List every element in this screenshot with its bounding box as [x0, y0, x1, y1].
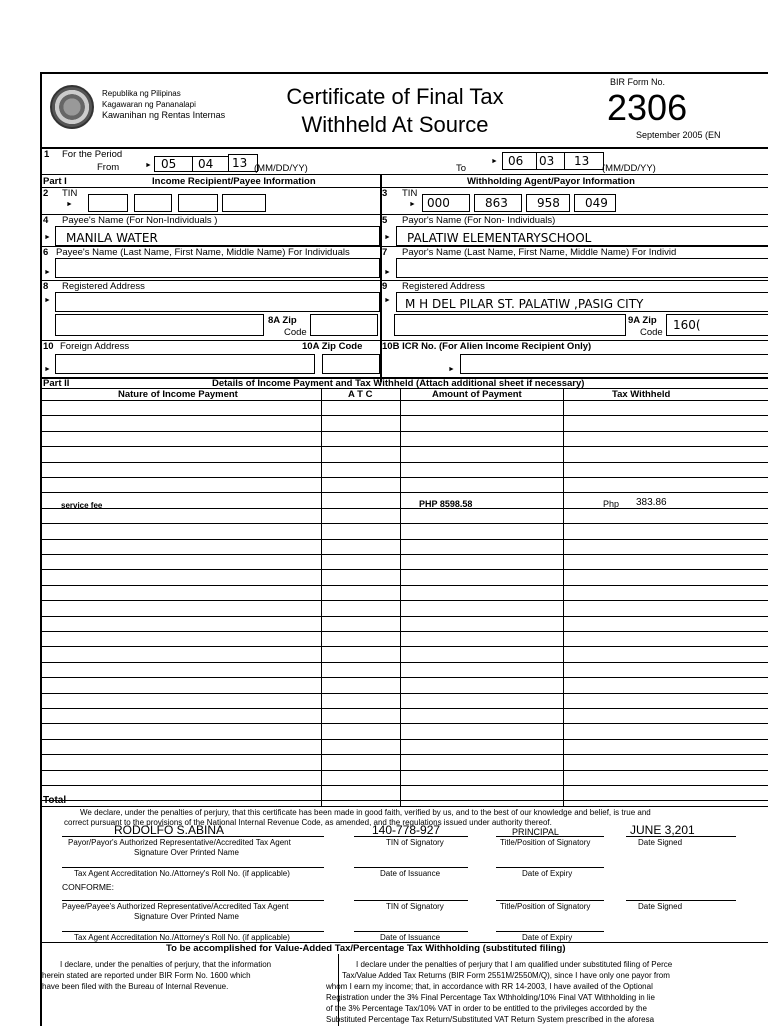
table-row-line	[42, 508, 768, 509]
arrow-icon: ►	[384, 234, 391, 241]
table-row-line	[42, 723, 768, 724]
field-2-label: TIN	[62, 188, 78, 199]
table-row-line	[42, 477, 768, 478]
col-header-nature: Nature of Income Payment	[118, 389, 238, 400]
arrow-icon: ►	[384, 269, 391, 276]
row-tax-currency: Php	[603, 499, 620, 509]
payor-tin-box-1[interactable]	[422, 194, 470, 212]
table-row-line	[42, 662, 768, 663]
table-row-line	[42, 492, 768, 493]
table-row-line	[42, 693, 768, 694]
row-tax-withheld: 383.86	[636, 497, 667, 508]
field-7-label: Payor's Name (Last Name, First Name, Middle Name) For Individ	[402, 247, 677, 258]
arrow-icon: ►	[384, 297, 391, 304]
vat-right-line-2: Tax/Value Added Tax Returns (BIR Form 2551M/2550M/Q), since I have only one payor from	[342, 971, 670, 980]
vat-left-line-1: I declare, under the penalties of perjury, that the information	[60, 960, 272, 969]
bir-form-2306: Republika ng Pilipinas Kagawaran ng Pananalapi Kawanihan ng Rentas Internas Certificate of Final Tax Withheld At Source BIR Form No. 2306 September 2005 (EN 1 For the Period From ► 05 04 13 (MM/DD/YY) To ► 06 03 13 (MM/DD/YY) Part I Income Recipient/Payee Information Withholding Agent/Payor Information 2 TIN ► 3 TIN ► 000 863 958 049 4 Payee's Name (For Non-Individuals ) ► MANILA WATER 5 Payor's Name (For Non- Individuals) ► PALATIW ELEMENTARYSCHOOL 6 Payee's Name (Last Name, First Name, Middle Name) For Individuals ► 7 Payor's Name (Last Name, First Name, Middle Name) For Individ ► 8 Registered Address ► 9 Registered Address ► M H DEL PILAR ST. PALATIW ,PASIG CITY 8A Zip Code 9A Zip Code 160( 10 Foreign Address 10A Zip Code 10B ICR No. (For Alien Income Recipient Only) ► ► Part II Details of Income Payment and Tax Withheld (Attach additional sheet if necessary) Nature of Income Payment A T C Amount of Payment Tax Withheld service fee PHP 8598.58 Php 383.86 Total We declare, under the penalties of perjury, that this certificate has been made in good faith, verified by us, and to the best of our knowledge and belief, is true and correct pursuant to the provisions of the National Internal Revenue Code, as amended, and the regulations issued under authority thereof. RODOLFO S.ABINA 140-778-927 PRINCIPAL JUNE 3,201 Payor/Payor's Authorized Representative/Accredited Tax Agent Signature Over Printed Name TIN of Signatory Title/Position of Signatory Date Signed Tax Agent Accreditation No./Attorney's Roll No. (if applicable) Date of Issuance Date of Expiry CONFORME: Payee/Payee's Authorized Representative/Accredited Tax Agent Signature Over Printed Name TIN of Signatory Title/Position of Signatory Date Signed Tax Agent Accreditation No./Attorney's Roll No. (if applicable) Date of Issuance Date of Expiry To be accomplished for Value-Added Tax/Percentage Tax Withholding (substituted filing) I declare, under the penalties of perjury, that the information herein stated are reported under BIR Form No. 1600 which have been filed with the Bureau of Internal Revenue. I declare under the penalties of perjury that I am qualified under substituted filing of Perce Tax/Value Added Tax Returns (BIR Form 2551M/2550M/Q), since I have only one payor from whom I earn my income; that, in accordance with RR 14-2003, I have availed of the Optional Registration under the 3% Final Percentage Tax Wthholding/10% Final VAT Withholding in lie of the 3% Percentage Tax/10% VAT in order to be entitled to the privileges accorded by the Substituted Percentage Tax Return/Substituted VAT Return System prescribed in the aforesa	[40, 72, 768, 1026]
table-row-line	[42, 708, 768, 709]
table-row-line	[42, 600, 768, 601]
table-row-line	[42, 415, 768, 416]
payor-individual-name-field[interactable]	[396, 258, 768, 278]
form-title-line-1: Certificate of Final Tax	[286, 84, 504, 109]
payor-sig-caption-b: Signature Over Printed Name	[134, 848, 239, 857]
vat-left-line-2: herein stated are reported under BIR Form No. 1600 which	[42, 971, 251, 980]
from-day: 04	[198, 157, 214, 171]
form-title-line-2: Withheld At Source	[301, 112, 489, 137]
gov-line-1: Republika ng Pilipinas	[102, 89, 181, 98]
to-day: 03	[539, 154, 555, 168]
zip-9a-code-label: Code	[640, 327, 663, 338]
field-3-label: TIN	[402, 188, 418, 199]
arrow-icon: ►	[44, 366, 51, 373]
payor-zip-field[interactable]	[666, 314, 768, 336]
table-row-line	[42, 523, 768, 524]
accreditation-caption: Tax Agent Accreditation No./Attorney's Roll No. (if applicable)	[74, 869, 290, 878]
expiry-caption: Date of Expiry	[522, 869, 573, 878]
row-nature-of-income: service fee	[61, 501, 103, 510]
payee-address-field[interactable]	[55, 292, 380, 312]
arrow-icon: ►	[145, 162, 152, 169]
from-month: 05	[161, 157, 177, 171]
table-row-line	[42, 400, 768, 401]
payor-tin-box-2[interactable]	[474, 194, 522, 212]
payee-tin-box-1[interactable]	[88, 194, 128, 212]
field-10a-label: 10A Zip Code	[302, 341, 363, 352]
signatory-name: RODOLFO S.ABINA	[114, 823, 225, 837]
to-year: 13	[574, 154, 590, 168]
col-header-tax-withheld: Tax Withheld	[612, 389, 671, 400]
col-header-amount: Amount of Payment	[432, 389, 522, 400]
part1-left-title: Income Recipient/Payee Information	[152, 176, 316, 187]
title-caption-2: Title/Position of Signatory	[500, 902, 591, 911]
arrow-icon: ►	[409, 201, 416, 208]
date-caption-2: Date Signed	[638, 902, 683, 911]
table-row-line	[42, 431, 768, 432]
arrow-icon: ►	[44, 269, 51, 276]
payor-address: M H DEL PILAR ST. PALATIW ,PASIG CITY	[405, 297, 644, 311]
foreign-zip-field[interactable]	[322, 354, 380, 374]
zip-9a-label: 9A Zip	[628, 315, 657, 326]
bir-seal-logo	[50, 85, 94, 129]
gov-line-3: Kawanihan ng Rentas Internas	[102, 110, 226, 120]
tin-caption: TIN of Signatory	[386, 838, 444, 847]
zip-8a-label: 8A Zip	[268, 315, 297, 326]
field-9-label: Registered Address	[402, 281, 485, 292]
arrow-icon: ►	[66, 201, 73, 208]
payee-sig-caption-a: Payee/Payee's Authorized Representative/Accredited Tax Agent	[62, 902, 289, 911]
from-label: From	[97, 162, 120, 173]
payor-tin-box-4[interactable]	[574, 194, 616, 212]
field-10b-label: 10B ICR No. (For Alien Income Recipient Only)	[382, 341, 592, 352]
table-row-line	[42, 800, 768, 801]
icr-no-field[interactable]	[460, 354, 768, 374]
field-10-label: Foreign Address	[60, 341, 130, 352]
table-row-line	[42, 646, 768, 647]
zip-8a-code-label: Code	[284, 327, 307, 338]
arrow-icon: ►	[448, 366, 455, 373]
field-8-label: Registered Address	[62, 281, 145, 292]
arrow-icon: ►	[491, 158, 498, 165]
to-month: 06	[508, 154, 524, 168]
payor-address-field[interactable]	[396, 292, 768, 312]
table-column-line	[321, 388, 322, 806]
date-signed: JUNE 3,201	[630, 823, 695, 837]
arrow-icon: ►	[44, 297, 51, 304]
table-row-line	[42, 631, 768, 632]
arrow-icon: ►	[44, 234, 51, 241]
declaration-line-2: correct pursuant to the provisions of the National Internal Revenue Code, as amended, and the regulations issued under authority thereof.	[64, 818, 552, 827]
payee-tin-box-4[interactable]	[222, 194, 266, 212]
vat-right-line-4: Registration under the 3% Final Percentage Tax Wthholding/10% Final VAT Withholding in lie	[326, 993, 655, 1002]
part1-label: Part I	[43, 176, 67, 187]
from-format: (MM/DD/YY)	[254, 163, 308, 174]
payee-tin-box-3[interactable]	[178, 194, 218, 212]
payor-sig-caption-a: Payor/Payor's Authorized Representative/Accredited Tax Agent	[68, 838, 291, 847]
issuance-caption: Date of Issuance	[380, 869, 441, 878]
field-4-label: Payee's Name (For Non-Individuals )	[62, 215, 218, 226]
to-year-box[interactable]	[564, 152, 604, 170]
gov-line-2: Kagawaran ng Pananalapi	[102, 100, 196, 109]
vat-right-line-5: of the 3% Percentage Tax/10% VAT in order to be entitled to the privileges accorded by the	[326, 1004, 647, 1013]
table-row-line	[42, 554, 768, 555]
payor-address-line2[interactable]	[394, 314, 626, 336]
conforme-label: CONFORME:	[62, 882, 114, 892]
divider	[42, 174, 768, 175]
total-row-line	[42, 806, 768, 807]
form-number-label: BIR Form No.	[610, 77, 666, 87]
payee-tin-box-2[interactable]	[134, 194, 172, 212]
title-caption: Title/Position of Signatory	[500, 838, 591, 847]
table-column-line	[563, 388, 564, 806]
payor-tin-3: 958	[537, 196, 560, 210]
date-caption: Date Signed	[638, 838, 683, 847]
table-row-line	[42, 462, 768, 463]
issuance-caption-2: Date of Issuance	[380, 933, 441, 942]
table-row-line	[42, 770, 768, 771]
payee-name: MANILA WATER	[66, 231, 158, 245]
from-month-box[interactable]	[154, 156, 194, 172]
table-row-line	[42, 539, 768, 540]
part1-right-title: Withholding Agent/Payor Information	[467, 176, 635, 187]
payee-zip-field[interactable]	[310, 314, 378, 336]
to-day-box[interactable]	[536, 152, 566, 170]
part2-label: Part II	[43, 378, 70, 389]
vat-right-line-6: Substituted Percentage Tax Return/Substituted VAT Return System prescribed in the aforesa	[326, 1015, 655, 1024]
payee-sig-caption-b: Signature Over Printed Name	[134, 912, 239, 921]
to-format: (MM/DD/YY)	[602, 163, 656, 174]
payor-name-field[interactable]	[396, 226, 768, 246]
part2-title: Details of Income Payment and Tax Withheld (Attach additional sheet if necessary)	[212, 378, 585, 389]
to-month-box[interactable]	[502, 152, 538, 170]
payor-tin-1: 000	[427, 196, 450, 210]
to-label: To	[456, 163, 467, 174]
header-divider	[42, 147, 768, 149]
vat-left-line-3: have been filed with the Bureau of Internal Revenue.	[42, 982, 229, 991]
payee-name-field[interactable]	[55, 226, 380, 246]
row-amount-of-payment: PHP 8598.58	[419, 499, 473, 509]
declaration-line-1: We declare, under the penalties of perjury, that this certificate has been made in good faith, verified by us, and to the best of our knowledge and belief, is true and	[80, 808, 651, 817]
table-row-line	[42, 585, 768, 586]
expiry-caption-2: Date of Expiry	[522, 933, 573, 942]
vat-right-line-1: I declare under the penalties of perjury that I am qualified under substituted filing of Perce	[356, 960, 673, 969]
table-row-line	[42, 677, 768, 678]
payor-tin-box-3[interactable]	[526, 194, 570, 212]
form-number: 2306	[607, 87, 688, 128]
table-row-line	[42, 616, 768, 617]
accreditation-caption-2: Tax Agent Accreditation No./Attorney's Roll No. (if applicable)	[74, 933, 290, 942]
payee-address-line2[interactable]	[55, 314, 264, 336]
total-label: Total	[43, 795, 67, 806]
from-day-box[interactable]	[192, 156, 230, 172]
payee-individual-name-field[interactable]	[55, 258, 380, 278]
vat-section-title: To be accomplished for Value-Added Tax/Percentage Tax Withholding (substituted filing)	[166, 943, 566, 954]
table-row-line	[42, 569, 768, 570]
signatory-tin: 140-778-927	[372, 823, 441, 837]
table-row-line	[42, 739, 768, 740]
table-row-line	[42, 446, 768, 447]
payor-tin-4: 049	[585, 196, 608, 210]
payor-zip: 160(	[673, 318, 701, 332]
payor-tin-2: 863	[485, 196, 508, 210]
table-row-line	[42, 785, 768, 786]
form-version-date: September 2005 (EN	[636, 130, 721, 140]
foreign-address-field[interactable]	[55, 354, 315, 374]
tin-caption-2: TIN of Signatory	[386, 902, 444, 911]
field-6-label: Payee's Name (Last Name, First Name, Middle Name) For Individuals	[56, 247, 350, 258]
field-number-1: 1	[44, 149, 50, 160]
field-5-label: Payor's Name (For Non- Individuals)	[402, 215, 556, 226]
table-row-line	[42, 754, 768, 755]
signatory-position: PRINCIPAL	[512, 827, 559, 837]
col-header-atc: A T C	[348, 389, 373, 400]
payor-name: PALATIW ELEMENTARYSCHOOL	[407, 231, 592, 245]
from-year: 13	[232, 156, 248, 170]
vat-right-line-3: whom I earn my income; that, in accordance with RR 14-2003, I have availed of the Optional	[326, 982, 653, 991]
table-column-line	[400, 388, 401, 806]
period-label: For the Period	[62, 149, 123, 160]
